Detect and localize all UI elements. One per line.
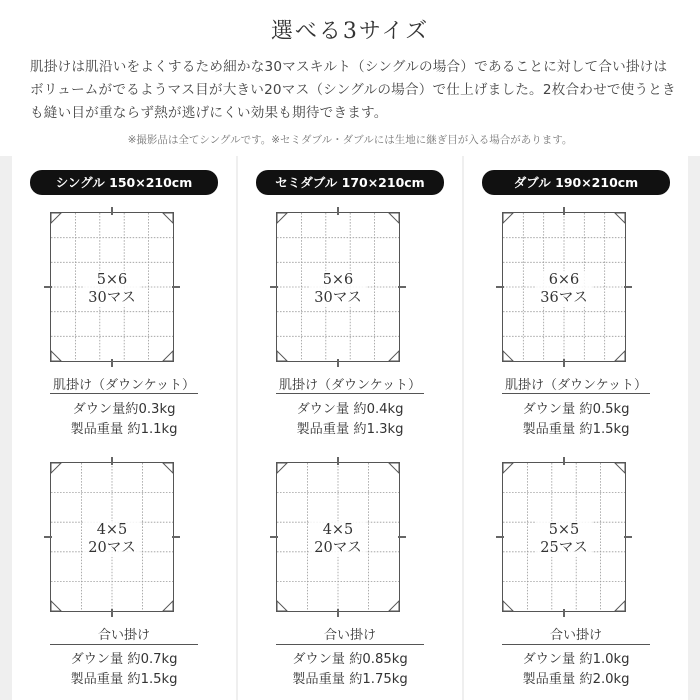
loop-tab [563,359,565,367]
mass-label: 30マス [84,289,140,307]
blanket-diagram-summer [276,212,400,362]
loop-tab [337,457,339,465]
corner-tab [615,213,625,223]
product-weight: 製品重量 約2.0kg [522,672,630,687]
corner-tab [277,213,287,223]
down-amount: ダウン量 約1.0kg [522,652,630,667]
grid-label: 5×6 [84,271,140,289]
blanket-diagram-mid [276,462,400,612]
grid-label: 5×5 [536,521,592,539]
loop-tab [111,207,113,215]
blanket-diagram-summer [50,212,174,362]
loop-tab [337,609,339,617]
size-label: セミダブル 170×210cm [256,170,444,195]
size-column-semidouble [238,156,462,700]
product-weight: 製品重量 約1.75kg [292,672,408,687]
down-amount: ダウン量 約0.7kg [70,652,178,667]
mass-label: 20マス [310,539,366,557]
size-label: シングル 150×210cm [30,170,218,195]
corner-tab [503,213,513,223]
grid-label: 4×5 [310,521,366,539]
divider [276,393,424,394]
size-column-single [12,156,236,700]
corner-tab [51,213,61,223]
corner-tab [163,601,173,611]
corner-tab [51,463,61,473]
grid-label: 6×6 [536,271,592,289]
blanket-diagram-mid [50,462,174,612]
divider [276,644,424,645]
loop-tab [398,536,406,538]
product-name: 合い掛け [549,628,602,643]
loop-tab [44,286,52,288]
corner-tab [51,601,61,611]
corner-tab [503,351,513,361]
corner-tab [277,463,287,473]
header [0,0,700,156]
mass-label: 25マス [536,539,592,557]
loop-tab [111,359,113,367]
corner-tab [51,351,61,361]
corner-tab [163,463,173,473]
product-name: 肌掛け（ダウンケット） [504,378,648,393]
loop-tab [563,609,565,617]
spec [238,650,462,690]
spec [238,400,462,440]
corner-tab [615,601,625,611]
spec [464,400,688,440]
down-amount: ダウン量 約0.85kg [292,652,408,667]
down-amount: ダウン量約0.3kg [72,402,176,417]
corner-tab [389,351,399,361]
size-label: ダブル 190×210cm [482,170,670,195]
loop-tab [172,286,180,288]
corner-tab [389,213,399,223]
loop-tab [563,207,565,215]
loop-tab [337,207,339,215]
loop-tab [337,359,339,367]
spec [464,650,688,690]
down-amount: ダウン量 約0.5kg [522,402,630,417]
blanket-diagram-mid [502,462,626,612]
corner-tab [615,463,625,473]
divider [502,393,650,394]
loop-tab [496,286,504,288]
loop-tab [563,457,565,465]
product-name: 合い掛け [97,628,150,643]
spec [12,400,236,440]
mass-label: 30マス [310,289,366,307]
corner-tab [277,601,287,611]
loop-tab [496,536,504,538]
mass-label: 20マス [84,539,140,557]
page-title: 選べる3サイズ [270,19,430,44]
loop-tab [172,536,180,538]
corner-tab [163,213,173,223]
corner-tab [277,351,287,361]
corner-tab [503,463,513,473]
product-weight: 製品重量 約1.5kg [522,422,630,437]
loop-tab [44,536,52,538]
divider [502,644,650,645]
loop-tab [398,286,406,288]
divider [50,644,198,645]
product-name: 合い掛け [323,628,376,643]
size-column-double [464,156,688,700]
product-name: 肌掛け（ダウンケット） [52,378,196,393]
product-weight: 製品重量 約1.3kg [296,422,404,437]
grid-label: 4×5 [84,521,140,539]
corner-tab [615,351,625,361]
corner-tab [389,463,399,473]
loop-tab [270,536,278,538]
product-weight: 製品重量 約1.1kg [70,422,178,437]
down-amount: ダウン量 約0.4kg [296,402,404,417]
product-name: 肌掛け（ダウンケット） [278,378,422,393]
divider [50,393,198,394]
loop-tab [270,286,278,288]
loop-tab [111,609,113,617]
footnote: ※撮影品は全てシングルです。※セミダブル・ダブルには生地に継ぎ目が入る場合があります。 [127,134,573,146]
spec [12,650,236,690]
corner-tab [389,601,399,611]
blanket-diagram-summer [502,212,626,362]
product-weight: 製品重量 約1.5kg [70,672,178,687]
loop-tab [111,457,113,465]
loop-tab [624,536,632,538]
corner-tab [503,601,513,611]
loop-tab [624,286,632,288]
description: 肌掛けは肌沿いをよくするため細かな30マスキルト（シングルの場合）であることに対して合い掛けはボリュームがでるようマス目が大きい20マス（シングルの場合）で仕上げました。2枚合わせで使うときも縫い目が重ならず熱が逃げにくい効果も期待できます。 [30,59,676,121]
grid-label: 5×6 [310,271,366,289]
corner-tab [163,351,173,361]
mass-label: 36マス [536,289,592,307]
